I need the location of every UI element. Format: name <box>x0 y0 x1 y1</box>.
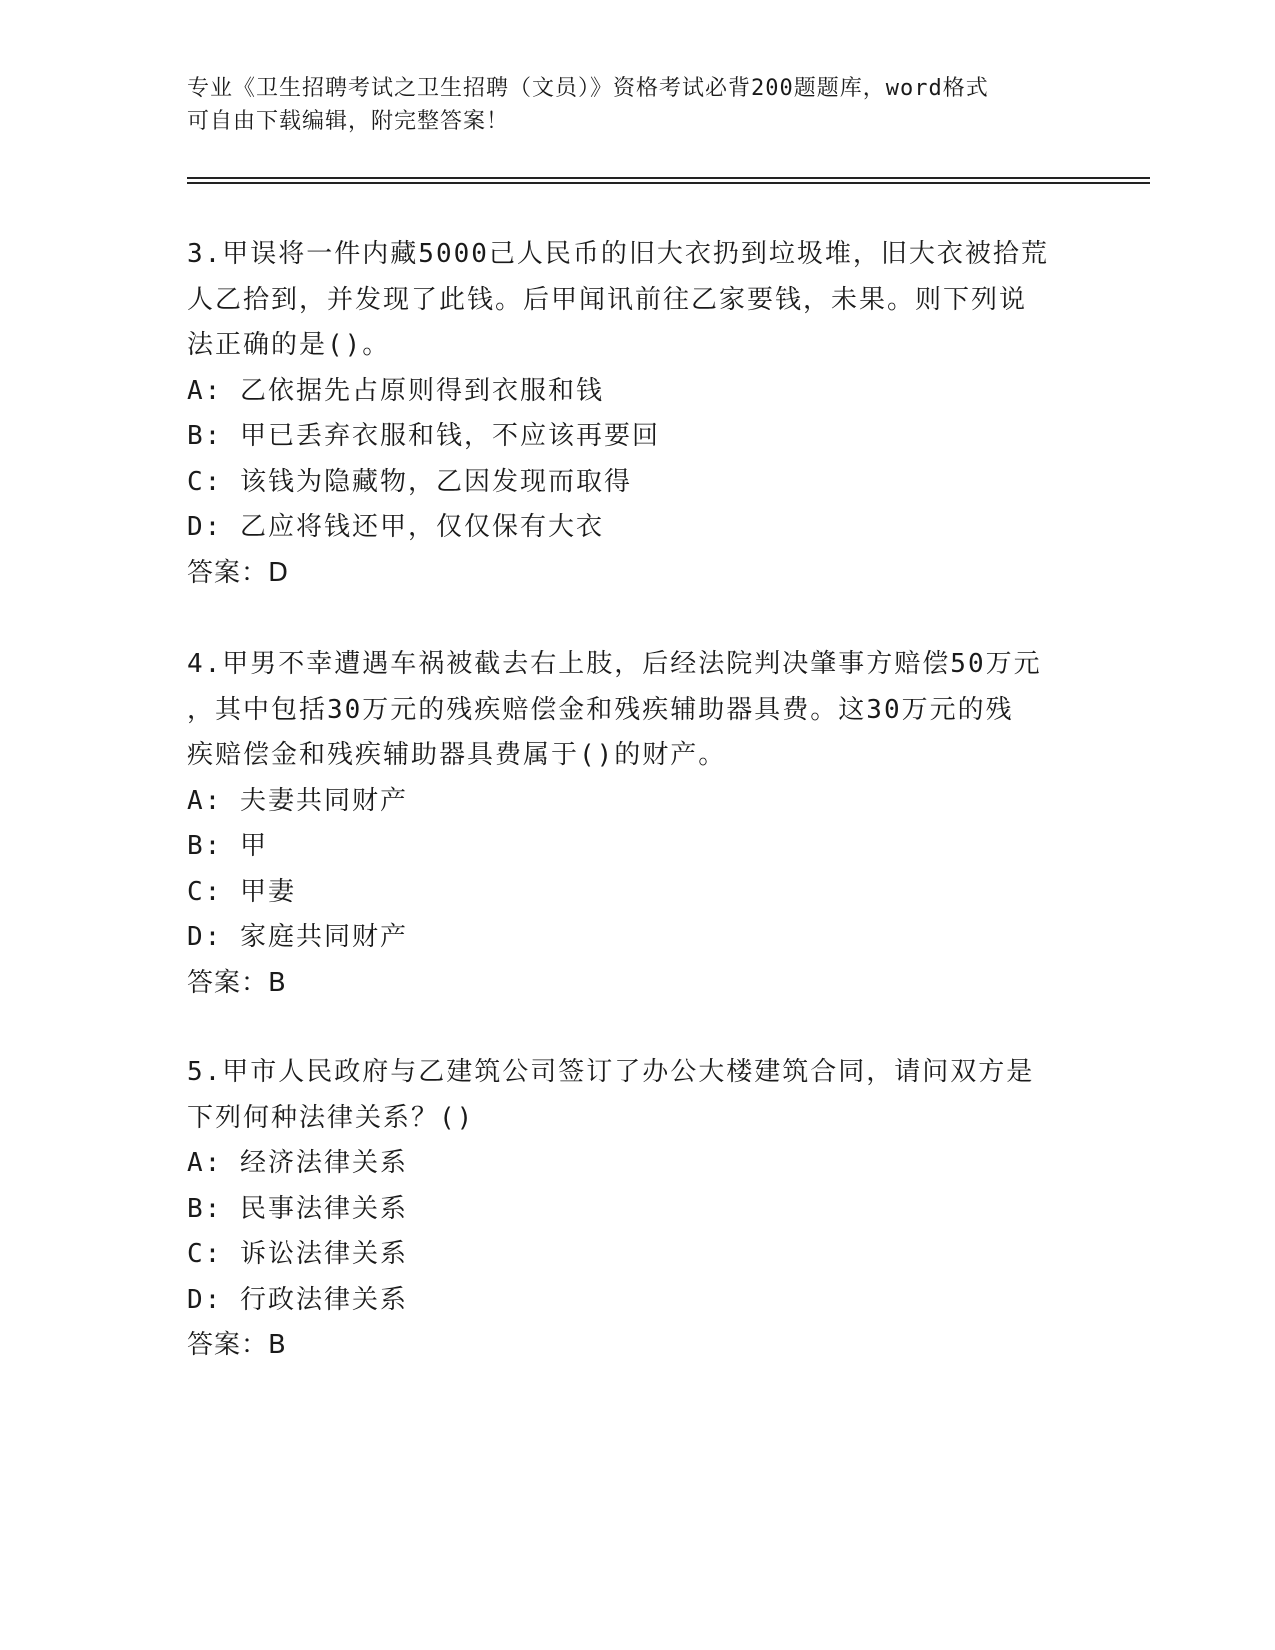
option-b: B: 民事法律关系 <box>187 1193 408 1224</box>
document-header <box>187 72 1087 138</box>
question-stem-line: 人乙拾到，并发现了此钱。后甲闻讯前往乙家要钱，未果。则下列说 <box>187 284 1028 315</box>
option-d: D: 乙应将钱还甲，仅仅保有大衣 <box>187 512 604 542</box>
option-b: B: 甲 <box>187 831 268 861</box>
question-stem-line: 3.甲误将一件内藏5000己人民币的旧大衣扔到垃圾堆，旧大衣被拾荒 <box>187 239 1049 269</box>
answer: 答案：B <box>187 967 287 998</box>
header-divider-top <box>187 177 1150 179</box>
option-a: A: 经济法律关系 <box>187 1148 408 1178</box>
header-line-1: 专业《卫生招聘考试之卫生招聘（文员）》资格考试必背200题题库，word格式 <box>187 76 989 101</box>
question-stem-line: 法正确的是()。 <box>187 330 391 360</box>
option-c: C: 该钱为隐藏物，乙因发现而取得 <box>187 466 632 497</box>
header-line-2: 可自由下载编辑，附完整答案！ <box>187 109 510 134</box>
question-stem-line: 疾赔偿金和残疾辅助器具费属于()的财产。 <box>187 740 727 770</box>
answer: 答案：B <box>187 1330 287 1360</box>
option-a: A: 夫妻共同财产 <box>187 785 408 816</box>
option-c: C: 诉讼法律关系 <box>187 1239 408 1269</box>
header-divider-bottom <box>187 182 1150 184</box>
question-5 <box>187 1050 1087 1369</box>
option-a: A: 乙依据先占原则得到衣服和钱 <box>187 375 604 406</box>
answer: 答案：D <box>187 557 290 588</box>
question-4 <box>187 642 1087 1006</box>
option-d: D: 家庭共同财产 <box>187 922 408 952</box>
option-b: B: 甲已丢弃衣服和钱，不应该再要回 <box>187 421 660 451</box>
option-d: D: 行政法律关系 <box>187 1284 408 1315</box>
question-stem-line: 下列何种法律关系？() <box>187 1102 475 1133</box>
question-3 <box>187 232 1087 596</box>
question-stem-line: ，其中包括30万元的残疾赔偿金和残疾辅助器具费。这30万元的残 <box>187 694 1014 725</box>
question-stem-line: 5.甲市人民政府与乙建筑公司签订了办公大楼建筑合同，请问双方是 <box>187 1057 1035 1087</box>
option-c: C: 甲妻 <box>187 876 296 907</box>
question-stem-line: 4.甲男不幸遭遇车祸被截去右上肢，后经法院判决肇事方赔偿50万元 <box>187 649 1042 679</box>
